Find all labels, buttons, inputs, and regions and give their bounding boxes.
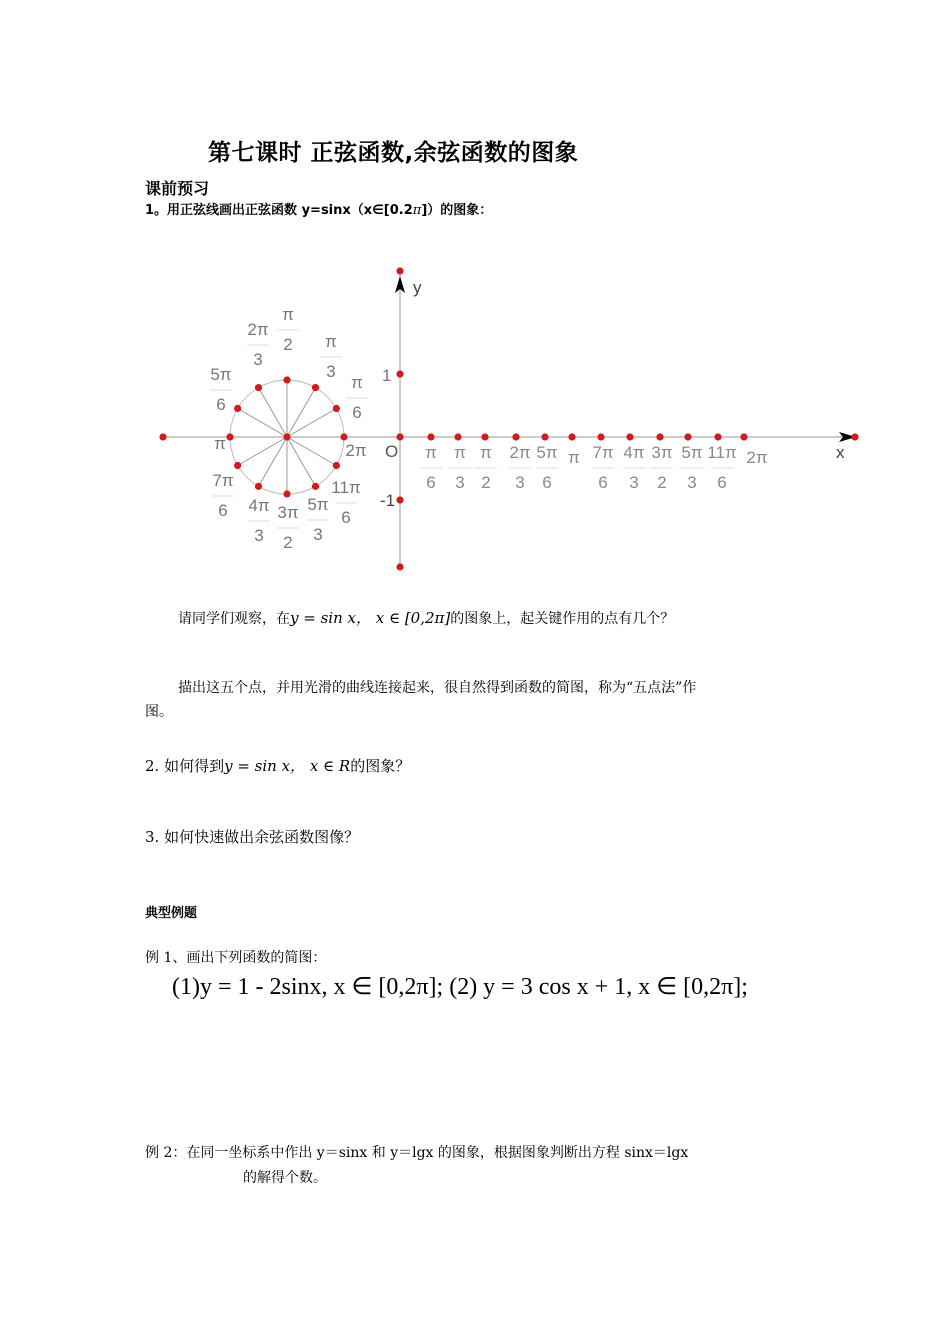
five-point-line-1: 描出这五个点，并用光滑的曲线连接起来，很自然得到函数的简图，称为“五点法”作 [178,680,697,696]
x-axis-angle-label-numerator: 5π [681,443,703,462]
x-axis-angle-label-numerator: 4π [623,443,645,462]
circle-angle-label-denominator: 2 [283,335,293,354]
pi-symbol: π [412,203,422,218]
circle-angle-label-numerator: 5π [210,365,232,384]
y-tick-1: 1 [382,366,392,385]
x-axis-angle-label [475,443,497,492]
x-axis-point [454,433,461,440]
x-axis-angle-label-numerator: 5π [536,443,558,462]
example-2-line-2: 的解得个数。 [243,1170,327,1186]
x-axis-point [684,433,691,440]
x-axis-point [714,433,721,440]
x-axis-angle-labels [420,443,768,492]
circle-angle-label-denominator: 6 [352,403,362,422]
observe-pre: 请同学们观察，在 [178,611,290,627]
y-axis-point [396,563,403,570]
x-axis-angle-label [509,443,531,492]
circle-angle-label [212,471,234,520]
circle-angle-label [277,503,299,552]
x-axis-angle-label-denominator: 6 [542,473,552,492]
examples-heading: 典型例题 [145,906,198,921]
x-axis-angle-label-denominator: 6 [717,473,727,492]
axis-end-point [159,433,166,440]
x-axis-angle-label [420,443,442,492]
x-axis-point [740,433,747,440]
circle-angle-label-numerator: 11π [331,478,361,497]
x-axis-angle-label-numerator: 3π [651,443,673,462]
circle-angle-label-denominator: 6 [341,508,351,527]
x-axis-angle-label [746,448,767,467]
x-axis-angle-label [449,443,471,492]
example-1-intro: 例 1、画出下列函数的简图： [145,950,327,966]
circle-angle-label-numerator: 5π [307,495,329,514]
circle-angle-label-numerator: π [325,332,337,351]
circle-angle-label-denominator: 3 [326,362,336,381]
x-axis-angle-label-denominator: 3 [515,473,525,492]
y-tick-minus-1: -1 [380,491,396,510]
unit-circle-sine-figure [0,0,950,600]
x-axis-angle-label-numerator: 2π [746,448,768,467]
circle-point [283,376,290,383]
x-axis-angle-label [681,443,703,492]
circle-angle-label-denominator: 3 [253,350,263,369]
circle-point [283,490,290,497]
circle-angle-label [248,496,270,545]
circle-angle-label [277,305,299,354]
circle-angle-label-numerator: 7π [212,471,234,490]
circle-angle-label-numerator: π [214,434,226,453]
circle-point [234,405,241,412]
x-axis-angle-label-numerator: π [568,448,580,467]
x-axis-angle-label-numerator: 7π [592,443,614,462]
x-axis-angle-label-denominator: 6 [426,473,436,492]
circle-point [333,462,340,469]
circle-center-point [283,433,290,440]
x-axis-angle-label-denominator: 3 [687,473,697,492]
x-axis-label: x [836,443,845,462]
x-axis-angle-label [592,443,614,492]
example-2-line-1: 例 2：在同一坐标系中作出 y＝sinx 和 y＝lgx 的图象，根据图象判断出方程 sinx＝lgx [145,1145,689,1161]
x-axis-angle-label-denominator: 3 [629,473,639,492]
y-axis-point [396,496,403,503]
circle-angle-label [247,320,269,369]
x-axis-angle-label-numerator: π [480,443,492,462]
observe-post: 的图象上，起关键作用的点有几个？ [450,611,675,627]
x-axis-angle-label [623,443,645,492]
circle-point [312,483,319,490]
x-axis-point [597,433,604,440]
x-axis-angle-label [707,443,736,492]
circle-angle-label-numerator: π [282,305,294,324]
circle-angle-label-numerator: 3π [277,503,299,522]
y-axis-point [396,267,403,274]
page-title: 第七课时 正弦函数,余弦函数的图象 [208,140,579,166]
circle-point [226,433,233,440]
circle-point [255,384,262,391]
x-axis-angle-label-numerator: π [454,443,466,462]
circle-point [234,462,241,469]
question-2-post: 的图象？ [350,757,411,775]
question-1-suffix: ]）的图象： [421,203,493,218]
axis-end-point [851,433,858,440]
x-axis-angle-label [536,443,558,492]
x-axis-angle-label [568,448,580,467]
observe-math: y = sin x， x ∈ [0,2π] [290,609,451,627]
circle-angle-label-denominator: 6 [218,501,228,520]
circle-angle-label [210,365,232,414]
x-axis-point [396,433,403,440]
circle-angle-label [331,478,360,527]
observe-question [178,607,674,628]
question-3: 3. 如何快速做出余弦函数图像？ [145,828,360,846]
x-axis-angle-label-denominator: 3 [455,473,465,492]
circle-point [340,433,347,440]
x-axis-angle-label-denominator: 2 [481,473,491,492]
circle-angle-label-denominator: 3 [313,525,323,544]
circle-point [333,405,340,412]
circle-angle-label-numerator: 2π [247,320,269,339]
circle-point [255,483,262,490]
circle-angle-label-denominator: 6 [216,395,226,414]
x-axis-point [427,433,434,440]
x-axis-point [541,433,548,440]
circle-angle-label-denominator: 2 [283,533,293,552]
x-axis-angle-label-numerator: 2π [509,443,531,462]
origin-label: O [385,442,399,461]
question-2-pre: 2. 如何得到 [145,757,225,775]
circle-angle-label [214,434,226,453]
circle-angle-label [345,441,366,460]
y-axis-label: y [413,278,422,297]
circle-angle-label [307,495,329,544]
circle-angle-label-numerator: 2π [345,441,367,460]
x-axis-point [656,433,663,440]
example-1-formula: (1)y = 1 - 2sinx, x ∈ [0,2π]; (2) y = 3 cos x + 1, x ∈ [0,2π]; [172,974,748,1000]
y-axis-point [396,370,403,377]
x-axis-point [626,433,633,440]
x-axis-angle-label-denominator: 2 [657,473,667,492]
five-point-line-2: 图。 [145,704,173,720]
x-axis-angle-label [651,443,673,492]
question-2 [145,755,410,776]
question-2-math: y = sin x， x ∈ R [224,757,351,775]
circle-angle-label [346,373,368,422]
x-axis-angle-label-numerator: π [425,443,437,462]
preview-heading: 课前预习 [145,179,210,198]
circle-angle-labels [210,305,368,552]
x-axis-point [481,433,488,440]
circle-angle-label-numerator: π [351,373,363,392]
x-axis-angle-label-numerator: 11π [707,443,737,462]
x-axis-point [512,433,519,440]
x-axis-angle-label-denominator: 6 [598,473,608,492]
x-axis-point [568,433,575,440]
circle-angle-label-numerator: 4π [248,496,270,515]
question-1-prefix: 1。用正弦线画出正弦函数 y=sinx（x∈[0.2 [145,203,413,218]
circle-point [312,384,319,391]
circle-angle-label [320,332,342,381]
sample-points [159,267,858,570]
circle-angle-label-denominator: 3 [254,526,264,545]
